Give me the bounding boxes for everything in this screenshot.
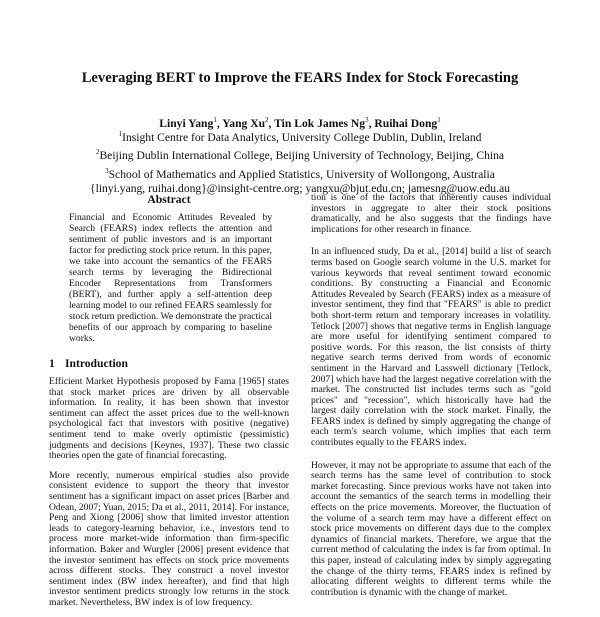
author-list: Linyi Yang$^1$, Yang Xu$^2$, Tin Lok James Ng$^3$, Ruihai Dong$^1$ bbox=[159, 116, 441, 130]
right-column bbox=[311, 193, 551, 610]
affiliation-list bbox=[0, 127, 600, 197]
author-affil-mark: 1 bbox=[213, 116, 217, 124]
left-column bbox=[49, 193, 289, 617]
affiliation bbox=[0, 127, 600, 145]
author-affil-mark: 2 bbox=[265, 116, 269, 124]
affiliation-text: School of Mathematics and Applied Statistics, University of Wollongong, Australia bbox=[108, 167, 495, 181]
abstract-heading: Abstract bbox=[147, 193, 191, 206]
section-heading-introduction bbox=[49, 357, 289, 371]
affiliation bbox=[0, 164, 600, 182]
section-number: 1 bbox=[49, 357, 55, 370]
author-name: Tin Lok James Ng bbox=[274, 116, 366, 130]
paragraph: tion is one of the factors that inherently causes individual investors in aggregate to alter their stock positions dramatically, and he also suggests that the findings have implications for other research in finance. bbox=[311, 192, 551, 235]
affiliation-mark: 2 bbox=[95, 148, 100, 157]
author-name: Linyi Yang bbox=[159, 116, 214, 130]
affiliation-mark: 1 bbox=[118, 130, 123, 138]
author-affil-mark: 1 bbox=[437, 116, 441, 124]
paragraph: However, it may not be appropriate to assume that each of the search terms has the same level of contribution to stock market forecasting. Since previous works have not taken into account the semantics of the search terms in modelling their effects on the price movements. Moreover, the fluctuation of the volume of a search term may have a different effect on stock price movements on different days due to the complex dynamics of financial markets. Therefore, we argue that the current method of calculating the index is far from optimal. In this paper, instead of calculating index by simply aggregating the change of the thirty terms, FEARS index is refined by allocating different weights to different terms while the contribution is dynamic with the change of market. bbox=[311, 459, 551, 598]
affiliation bbox=[0, 145, 600, 163]
affiliation-text: Insight Centre for Data Analytics, University College Dublin, Dublin, Ireland bbox=[122, 130, 482, 144]
author-name: Ruihai Dong bbox=[374, 116, 438, 130]
author-name: Yang Xu bbox=[222, 116, 266, 130]
paper-title: Leveraging BERT to Improve the FEARS Index for Stock Forecasting bbox=[81, 70, 519, 86]
paragraph: More recently, numerous empirical studies also provide consistent evidence to support the theory that investor sentiment has a significant impact on asset prices [Barber and Odean, 2007; Yuan, 2015; Da et al., 2011, 2014]. For instance, Peng and Xiong [2006] show that limited investor attention leads to category-learning behavior, i.e., investors tend to process more market-wide information than firm-specific information. Baker and Wurgler [2006] present evidence that the investor sentiment has effects on stock price movements across different stocks. They construct a novel investor sentiment index (BW index hereafter), and find that high investor sentiment predicts strongly low returns in the stock market. Nevertheless, BW index is of low frequency. bbox=[49, 469, 289, 608]
section-title: Introduction bbox=[65, 357, 128, 370]
affiliation-text: Beijing Dublin International College, Beijing University of Technology, Beijing, China bbox=[99, 149, 505, 163]
paragraph: Efficient Market Hypothesis proposed by Fama [1965] states that stock market prices are driven by all observable information. In reality, it has been shown that investor sentiment can affect the asset prices due to the well-known psychological fact that investors with positive (negative) sentiment tend to make overly optimistic (pessimistic) judgments and decisions [Keynes, 1937]. These two classic theories open the gate of financial forecasting. bbox=[49, 376, 289, 462]
email-list: {linyi.yang, ruihai.dong}@insight-centre.org; yangxu@bjut.edu.cn; jamesng@uow.edu.au bbox=[90, 182, 510, 196]
author-affil-mark: 3 bbox=[365, 116, 369, 124]
affiliation-mark: 3 bbox=[105, 166, 109, 175]
abstract-text: Financial and Economic Attitudes Revealed by Search (FEARS) index reflects the attention and sentiment of public investors and is an important factor for predicting stock price return. In this paper, we take into account the semantics of the FEARS search terms by leveraging the Bidirectional Encoder Representations from Transformers (BERT), and further apply a self-attention deep learning model to our refined FEARS seamlessly for stock return prediction. We demonstrate the practical benefits of our approach by comparing to baseline works. bbox=[69, 212, 272, 344]
paragraph: In an influenced study, Da et al., [2014] build a list of search terms based on Google search volume in the U.S. market for various keywords that reveal sentiment toward economic conditions. By constructing a Financial and Economic Attitudes Revealed by Search (FEARS) index as a measure of investor sentiment, they find that "FEARS" is able to predict both short-term return and temporary increases in volatility. Tetlock [2007] shows that negative terms in English language are more useful for identifying sentiment compared to positive words. For this reason, the list consists of thirty negative search terms derived from words of economic sentiment in the Harvard and Lasswell dictionary [Tetlock, 2007] which have had the largest negative correlation with the market. The constructed list includes terms such as "gold prices" and "recession", which historically have had the largest daily correlation with the stock market. Finally, the FEARS index is defined by simply aggregating the change of each term's search volume, which implies that each term contributes equally to the FEARS index. bbox=[311, 246, 551, 449]
